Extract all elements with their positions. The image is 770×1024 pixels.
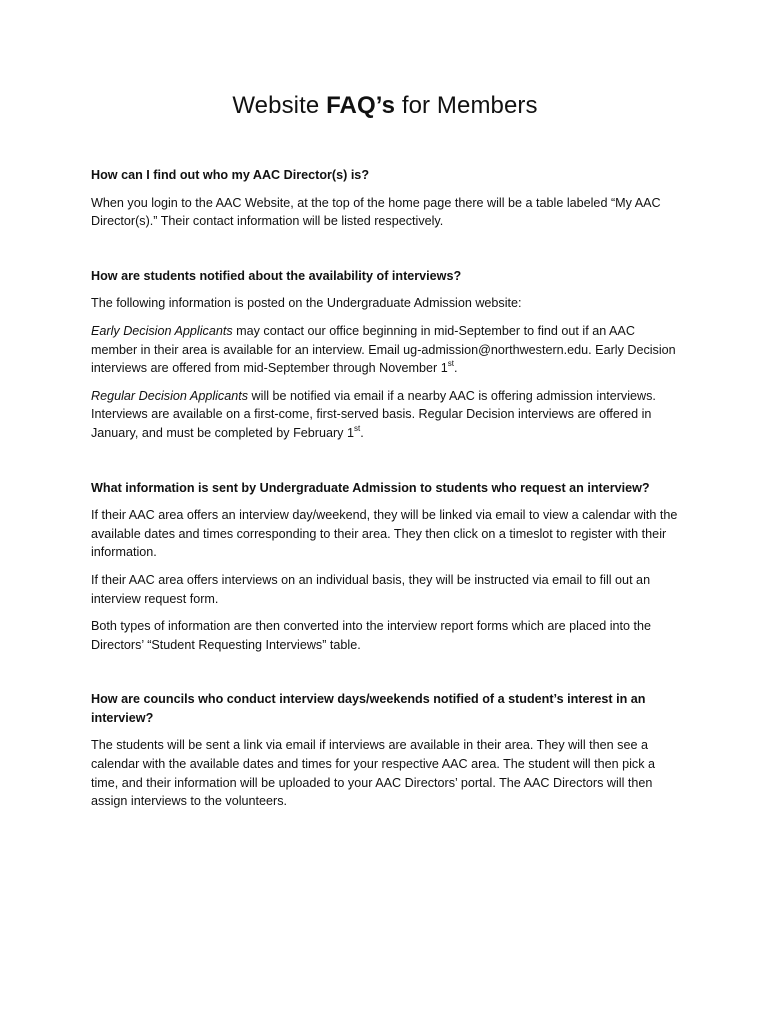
regular-decision-ordinal: st [353, 423, 361, 433]
faq-question-4: How are councils who conduct interview days/weekends notified of a student’s interest in an interview? [91, 692, 646, 725]
early-decision-end: . [454, 361, 458, 376]
section-spacer [91, 452, 681, 479]
title-suffix: for Members [395, 92, 538, 119]
faq-answer-3-paragraph-1: If their AAC area offers an interview day/weekend, they will be linked via email to view a calendar with the available dates and times corresponding to their area. They then click on a timeslot to register with their information. [91, 508, 678, 560]
title-bold: FAQ’s [326, 92, 396, 119]
regular-decision-end: . [360, 425, 364, 440]
faq-answer-2-paragraph-1: The following information is posted on the Undergraduate Admission website: [91, 296, 522, 311]
faq-answer-3-paragraph-2: If their AAC area offers interviews on an individual basis, they will be instructed via email to fill out an interview request form. [91, 572, 651, 606]
early-decision-ordinal: st [447, 358, 454, 368]
page-title [0, 92, 770, 120]
faq-question-1: How can I find out who my AAC Director(s) is? [91, 168, 370, 182]
title-prefix: Website [232, 92, 327, 119]
faq-question-3: What information is sent by Undergraduate Admission to students who request an interview? [91, 480, 650, 495]
faq-answer-1-paragraph-1: When you login to the AAC Website, at the top of the home page there will be a table labeled “My AAC Director(s).” Their contact information will be listed respectively. [91, 195, 661, 229]
faq-answer-3-paragraph-3: Both types of information are then converted into the interview report forms which are placed into the Directors’ “Student Requesting Interviews” table. [91, 619, 652, 652]
faq-answer-2-paragraph-2 [91, 322, 681, 378]
section-spacer [91, 663, 681, 690]
faq-answer-4-paragraph-1: The students will be sent a link via email if interviews are available in their area. They will then see a calendar with the available dates and times for your respective AAC area. The student will then pick a time, and their information will be uploaded to your AAC Directors’ portal. The AAC Directors will then assign interviews to the volunteers. [91, 738, 655, 809]
regular-decision-label: Regular Decision Applicants [91, 388, 249, 403]
faq-question-2: How are students notified about the availability of interviews? [91, 268, 462, 283]
section-spacer [91, 240, 681, 267]
regular-decision-text: will be notified via email if a nearby AAC is offering admission interviews. Interviews are available on a first-come, first-served basis. Regular Decision interviews are offered in January, and must be completed by February 1 [91, 388, 656, 440]
faq-answer-2-paragraph-3 [91, 387, 681, 443]
faq-content [91, 166, 681, 820]
early-decision-text: may contact our office beginning in mid-September to find out if an AAC member in their area is available for an interview. Email ug-admission@northwestern.edu. Early Decision interviews are offered from mid-September through November 1 [91, 323, 676, 376]
early-decision-label: Early Decision Applicants [91, 323, 233, 338]
